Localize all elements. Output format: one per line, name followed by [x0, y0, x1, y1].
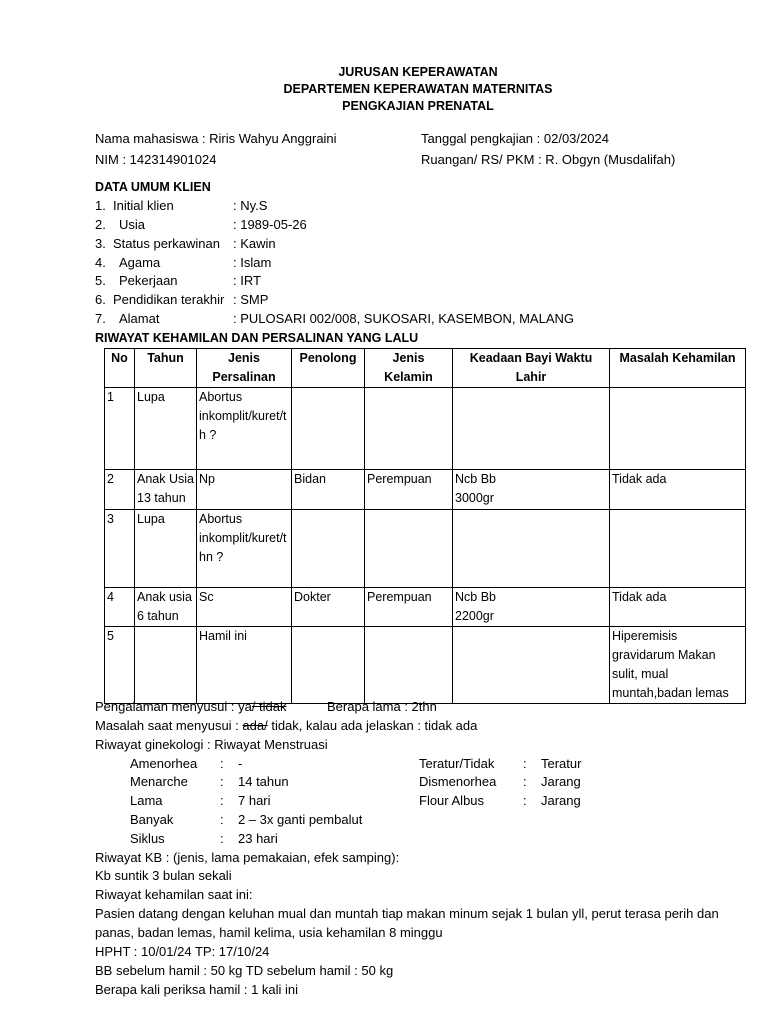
- current-pregnancy-line-1: Pasien datang dengan keluhan mual dan muntah tiap makan minum sejak 1 bulan yll, perut terasa perih dan: [95, 906, 719, 921]
- cell-no: 3: [105, 510, 135, 588]
- cell-helper: Bidan: [292, 470, 365, 510]
- item-number: 4.: [95, 255, 106, 270]
- cell-delivery-type: Np: [197, 470, 292, 510]
- cell-delivery-type: Abortus inkomplit/kuret/th ?: [197, 388, 292, 470]
- gyn-colon: :: [220, 831, 224, 846]
- client-item-age: [95, 216, 307, 235]
- cell-year: Lupa: [135, 388, 197, 470]
- cell-sex: [365, 627, 453, 704]
- item-label: Status perkawinan: [113, 236, 220, 251]
- column-header: Keadaan Bayi Waktu Lahir: [453, 349, 610, 388]
- client-item-occupation: [95, 272, 261, 291]
- assessment-room: Ruangan/ RS/ PKM : R. Obgyn (Musdalifah): [421, 152, 676, 167]
- problem-struck-option: ada/: [242, 718, 268, 733]
- gyn-label: Siklus: [130, 831, 165, 846]
- column-header: Masalah Kehamilan: [610, 349, 746, 388]
- cell-problem: Hiperemisis gravidarum Makan sulit, mual muntah,badan lemas: [610, 627, 746, 704]
- gyn-colon: :: [523, 793, 527, 808]
- cell-helper: [292, 627, 365, 704]
- breastfeeding-duration: Berapa lama : 2thn: [327, 699, 437, 714]
- gyn-colon: :: [523, 756, 527, 771]
- gyn-colon: :: [220, 793, 224, 808]
- cell-baby-condition: [453, 510, 610, 588]
- cell-baby-condition: [453, 627, 610, 704]
- cell-year: Lupa: [135, 510, 197, 588]
- cell-baby-condition: [453, 470, 610, 510]
- table-header-row: [105, 349, 746, 388]
- gyn-label: Banyak: [130, 812, 174, 827]
- current-pregnancy-title: Riwayat kehamilan saat ini:: [95, 887, 253, 902]
- kb-history-title: Riwayat KB : (jenis, lama pemakaian, efek samping):: [95, 850, 400, 865]
- gyn-label: Teratur/Tidak: [419, 756, 495, 771]
- client-item-marital: [95, 235, 276, 254]
- gyn-label: Dismenorhea: [419, 774, 497, 789]
- cell-baby-condition: [453, 588, 610, 627]
- gyn-value: Teratur: [541, 756, 582, 771]
- breastfeeding-answer: Pengalaman menyusui : ya: [95, 699, 252, 714]
- breastfeeding-struck-option: / tidak: [251, 699, 287, 714]
- item-value: : Islam: [233, 255, 272, 270]
- table-row: [105, 588, 746, 627]
- gyn-colon: :: [523, 774, 527, 789]
- table-row: [105, 510, 746, 588]
- cell-sex: Perempuan: [365, 588, 453, 627]
- client-item-initial: [95, 197, 268, 216]
- cell-no: 2: [105, 470, 135, 510]
- item-value: : 1989-05-26: [233, 217, 307, 232]
- table-row: [105, 470, 746, 510]
- cell-delivery-type: Sc: [197, 588, 292, 627]
- baby-condition-text: Ncb Bb 3000gr: [455, 472, 496, 505]
- item-value: : Ny.S: [233, 198, 268, 213]
- client-item-address: [95, 310, 575, 329]
- cell-baby-condition: [453, 388, 610, 470]
- client-data-heading: DATA UMUM KLIEN: [95, 180, 211, 194]
- item-label: Initial klien: [113, 198, 174, 213]
- item-value: : SMP: [233, 292, 269, 307]
- gyn-label: Flour Albus: [419, 793, 485, 808]
- gyn-label: Amenorhea: [130, 756, 198, 771]
- client-item-education: [95, 291, 269, 310]
- cell-sex: [365, 510, 453, 588]
- item-label: Pendidikan terakhir: [113, 292, 225, 307]
- item-label: Pekerjaan: [119, 273, 178, 288]
- history-heading: RIWAYAT KEHAMILAN DAN PERSALINAN YANG LALU: [95, 331, 419, 345]
- item-label: Alamat: [119, 311, 160, 326]
- cell-year: [135, 627, 197, 704]
- gyn-label: Lama: [130, 793, 163, 808]
- table-row: [105, 627, 746, 704]
- gyn-value: -: [238, 756, 243, 771]
- item-number: 2.: [95, 217, 106, 232]
- cell-helper: Dokter: [292, 588, 365, 627]
- baby-condition-text: Ncb Bb 2200gr: [455, 590, 496, 623]
- gyn-label: Menarche: [130, 774, 188, 789]
- gyn-value: 2 – 3x ganti pembalut: [238, 812, 363, 827]
- gyn-value: 23 hari: [238, 831, 278, 846]
- cell-no: 5: [105, 627, 135, 704]
- cell-helper: [292, 388, 365, 470]
- cell-problem: [610, 388, 746, 470]
- header-line-2: DEPARTEMEN KEPERAWATAN MATERNITAS: [283, 82, 553, 96]
- assessment-date: Tanggal pengkajian : 02/03/2024: [421, 131, 609, 146]
- item-number: 3.: [95, 236, 106, 251]
- problem-answer: tidak, kalau ada jelaskan : tidak ada: [267, 718, 478, 733]
- gyn-value: Jarang: [541, 793, 581, 808]
- item-number: 5.: [95, 273, 106, 288]
- cell-no: 4: [105, 588, 135, 627]
- column-header: No: [105, 349, 135, 388]
- cell-year: Anak usia 6 tahun: [135, 588, 197, 627]
- weight-before-pregnancy: BB sebelum hamil : 50 kg TD sebelum hamil : 50 kg: [95, 963, 394, 978]
- cell-problem: Tidak ada: [610, 588, 746, 627]
- cell-delivery-type: Abortus inkomplit/kuret/thn ?: [197, 510, 292, 588]
- problem-label: Masalah saat menyusui :: [95, 718, 243, 733]
- gyn-colon: :: [220, 812, 224, 827]
- kb-history-value: Kb suntik 3 bulan sekali: [95, 868, 232, 883]
- gyn-value: 14 tahun: [238, 774, 289, 789]
- header-line-3: PENGKAJIAN PRENATAL: [342, 99, 494, 113]
- item-value: : Kawin: [233, 236, 276, 251]
- column-header: Jenis Kelamin: [365, 349, 453, 388]
- column-header: Penolong: [292, 349, 365, 388]
- item-number: 1.: [95, 198, 106, 213]
- table-row: [105, 388, 746, 470]
- cell-sex: [365, 388, 453, 470]
- checkup-count: Berapa kali periksa hamil : 1 kali ini: [95, 982, 299, 997]
- current-pregnancy-line-2: panas, badan lemas, hamil kelima, usia kehamilan 8 minggu: [95, 925, 443, 940]
- cell-no: 1: [105, 388, 135, 470]
- item-label: Usia: [119, 217, 146, 232]
- breastfeeding-problem: [95, 717, 477, 736]
- breastfeeding-experience: [95, 698, 287, 717]
- cell-problem: [610, 510, 746, 588]
- cell-delivery-type: Hamil ini: [197, 627, 292, 704]
- student-nim: NIM : 142314901024: [95, 152, 217, 167]
- column-header: Tahun: [135, 349, 197, 388]
- client-item-religion: [95, 254, 272, 273]
- item-label: Agama: [119, 255, 161, 270]
- item-value: : IRT: [233, 273, 261, 288]
- column-header: Jenis Persalinan: [197, 349, 292, 388]
- cell-sex: Perempuan: [365, 470, 453, 510]
- item-number: 6.: [95, 292, 106, 307]
- gyn-colon: :: [220, 774, 224, 789]
- gyn-colon: :: [220, 756, 224, 771]
- document-header: [0, 64, 768, 115]
- student-name: Nama mahasiswa : Riris Wahyu Anggraini: [95, 131, 337, 146]
- item-value: : PULOSARI 002/008, SUKOSARI, KASEMBON, MALANG: [233, 311, 575, 326]
- header-line-1: JURUSAN KEPERAWATAN: [338, 65, 498, 79]
- gyn-value: 7 hari: [238, 793, 271, 808]
- cell-helper: [292, 510, 365, 588]
- gynecology-title: Riwayat ginekologi : Riwayat Menstruasi: [95, 737, 328, 752]
- cell-problem: Tidak ada: [610, 470, 746, 510]
- cell-year: Anak Usia 13 tahun: [135, 470, 197, 510]
- pregnancy-history-table: [104, 348, 746, 704]
- hpht-tp: HPHT : 10/01/24 TP: 17/10/24: [95, 944, 270, 959]
- item-number: 7.: [95, 311, 106, 326]
- gyn-value: Jarang: [541, 774, 581, 789]
